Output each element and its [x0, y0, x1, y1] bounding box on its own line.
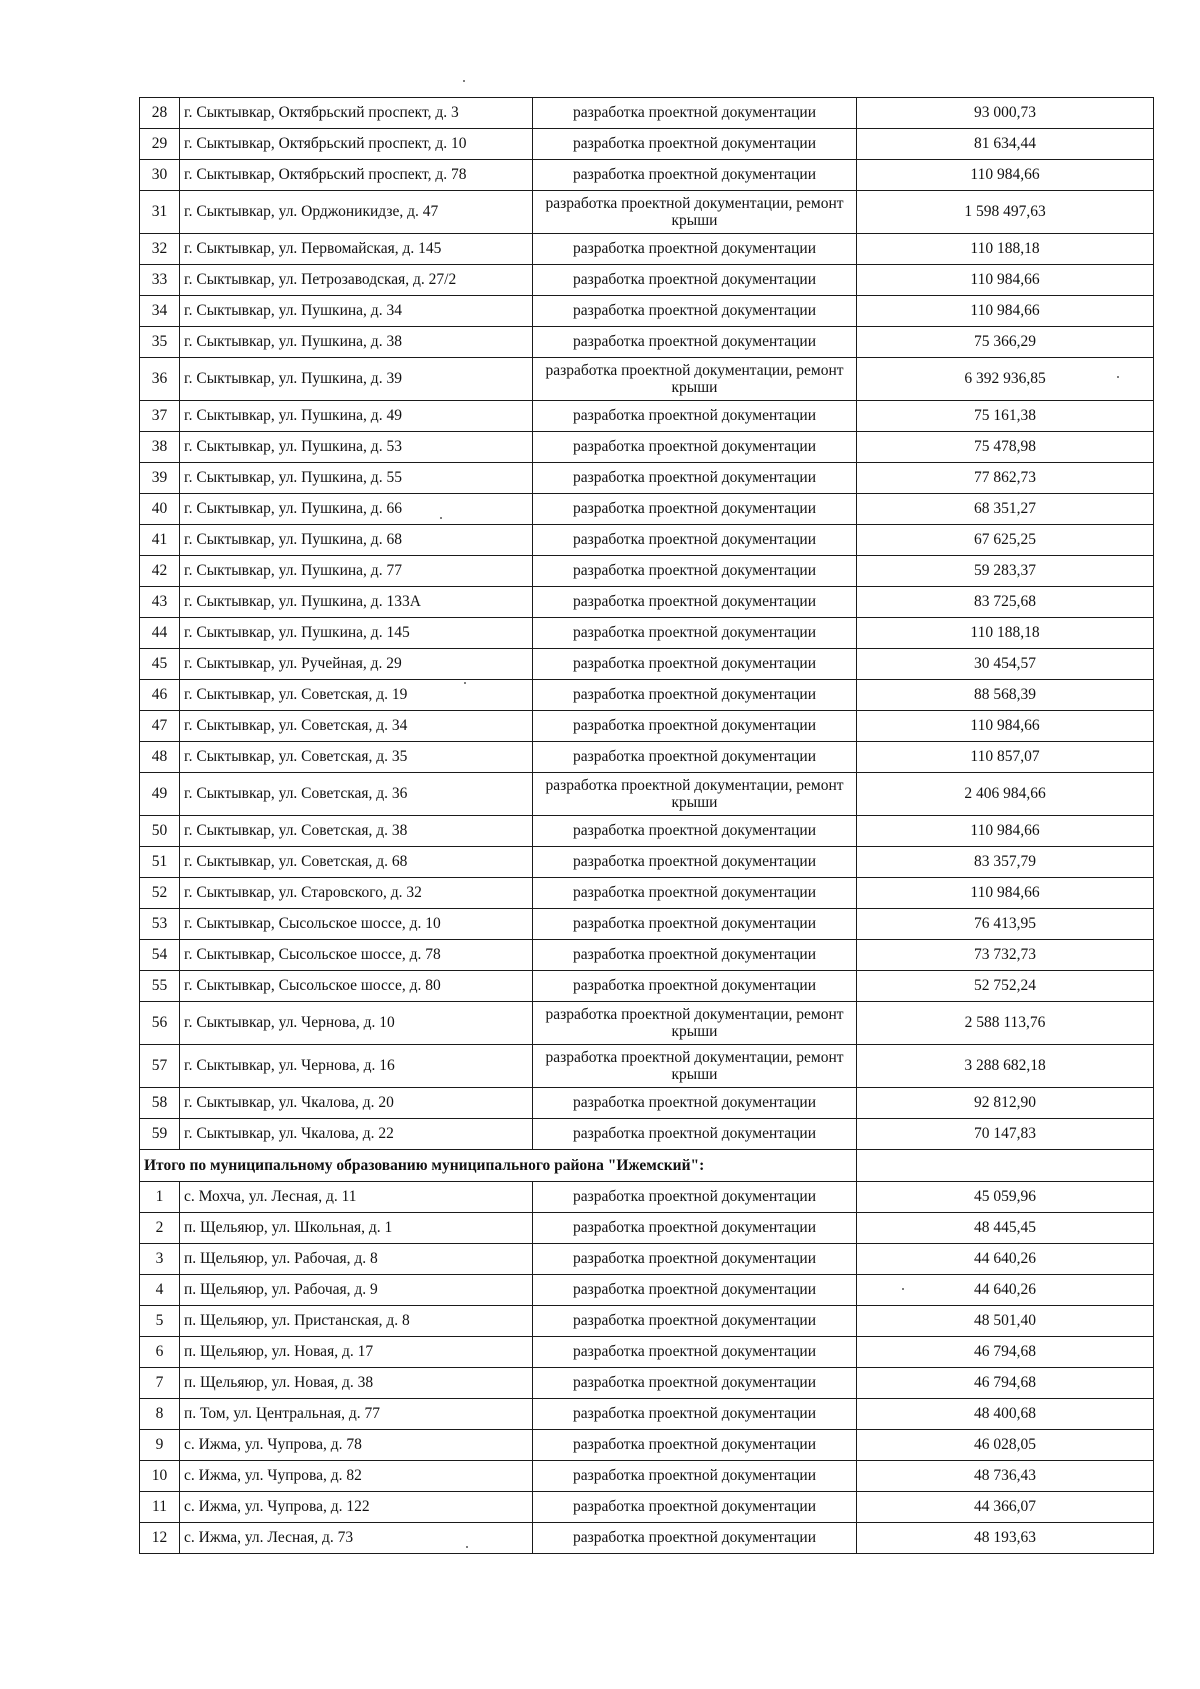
row-work-type: разработка проектной документации: [533, 494, 857, 525]
row-work-type: разработка проектной документации, ремонт крыши: [533, 358, 857, 401]
row-number: 41: [140, 525, 180, 556]
row-address: г. Сыктывкар, ул. Чкалова, д. 22: [180, 1119, 533, 1150]
row-number: 12: [140, 1523, 180, 1554]
row-number: 29: [140, 129, 180, 160]
row-work-type: разработка проектной документации: [533, 1213, 857, 1244]
row-number: 36: [140, 358, 180, 401]
row-sum: 2 588 113,76: [857, 1002, 1154, 1045]
row-sum: 67 625,25: [857, 525, 1154, 556]
table-row: [140, 525, 1154, 556]
table-row: [140, 1275, 1154, 1306]
row-address: п. Щельяюр, ул. Новая, д. 17: [180, 1337, 533, 1368]
row-address: г. Сыктывкар, ул. Старовского, д. 32: [180, 878, 533, 909]
row-number: 54: [140, 940, 180, 971]
section-total: [140, 1150, 1154, 1182]
row-work-type: разработка проектной документации: [533, 401, 857, 432]
table-row: [140, 816, 1154, 847]
row-sum: 110 188,18: [857, 234, 1154, 265]
table-row: [140, 1399, 1154, 1430]
row-sum: 46 794,68: [857, 1337, 1154, 1368]
row-sum: 73 732,73: [857, 940, 1154, 971]
row-address: г. Сыктывкар, ул. Чернова, д. 10: [180, 1002, 533, 1045]
table-row: [140, 358, 1154, 401]
row-sum: 1 598 497,63: [857, 191, 1154, 234]
table-row: [140, 742, 1154, 773]
row-sum: 93 000,73: [857, 98, 1154, 129]
row-work-type: разработка проектной документации: [533, 327, 857, 358]
row-work-type: разработка проектной документации: [533, 1244, 857, 1275]
row-number: 34: [140, 296, 180, 327]
row-work-type: разработка проектной документации: [533, 1492, 857, 1523]
row-sum: 110 984,66: [857, 816, 1154, 847]
row-sum: 75 366,29: [857, 327, 1154, 358]
row-number: 9: [140, 1430, 180, 1461]
row-work-type: разработка проектной документации: [533, 160, 857, 191]
row-address: г. Сыктывкар, Сысольское шоссе, д. 10: [180, 909, 533, 940]
row-address: г. Сыктывкар, ул. Советская, д. 68: [180, 847, 533, 878]
row-work-type: разработка проектной документации: [533, 1306, 857, 1337]
row-number: 11: [140, 1492, 180, 1523]
row-address: г. Сыктывкар, Сысольское шоссе, д. 80: [180, 971, 533, 1002]
row-sum: 110 857,07: [857, 742, 1154, 773]
row-address: г. Сыктывкар, ул. Пушкина, д. 34: [180, 296, 533, 327]
row-number: 47: [140, 711, 180, 742]
row-number: 49: [140, 773, 180, 816]
row-work-type: разработка проектной документации: [533, 265, 857, 296]
row-work-type: разработка проектной документации: [533, 742, 857, 773]
row-sum: 45 059,96: [857, 1182, 1154, 1213]
row-work-type: разработка проектной документации: [533, 1275, 857, 1306]
table-row: [140, 1492, 1154, 1523]
row-work-type: разработка проектной документации, ремонт крыши: [533, 191, 857, 234]
row-number: 4: [140, 1275, 180, 1306]
row-sum: 48 445,45: [857, 1213, 1154, 1244]
scan-speck: [463, 80, 465, 82]
row-sum: 110 188,18: [857, 618, 1154, 649]
row-work-type: разработка проектной документации: [533, 1399, 857, 1430]
table-row: [140, 1088, 1154, 1119]
row-address: с. Ижма, ул. Чупрова, д. 82: [180, 1461, 533, 1492]
total-row: [140, 1150, 1154, 1182]
row-sum: 81 634,44: [857, 129, 1154, 160]
row-work-type: разработка проектной документации: [533, 649, 857, 680]
row-number: 7: [140, 1368, 180, 1399]
row-work-type: разработка проектной документации: [533, 1430, 857, 1461]
row-sum: 110 984,66: [857, 265, 1154, 296]
repair-works-table: [139, 97, 1154, 1554]
row-work-type: разработка проектной документации: [533, 1088, 857, 1119]
row-work-type: разработка проектной документации: [533, 129, 857, 160]
row-sum: 92 812,90: [857, 1088, 1154, 1119]
row-number: 3: [140, 1244, 180, 1275]
table-row: [140, 680, 1154, 711]
row-number: 30: [140, 160, 180, 191]
row-address: с. Ижма, ул. Чупрова, д. 122: [180, 1492, 533, 1523]
row-sum: 44 640,26: [857, 1275, 1154, 1306]
row-number: 31: [140, 191, 180, 234]
row-address: г. Сыктывкар, ул. Пушкина, д. 53: [180, 432, 533, 463]
row-work-type: разработка проектной документации, ремонт крыши: [533, 1002, 857, 1045]
row-work-type: разработка проектной документации: [533, 711, 857, 742]
row-address: г. Сыктывкар, Октябрьский проспект, д. 10: [180, 129, 533, 160]
row-number: 40: [140, 494, 180, 525]
row-number: 33: [140, 265, 180, 296]
row-sum: 44 366,07: [857, 1492, 1154, 1523]
table-row: [140, 463, 1154, 494]
row-number: 8: [140, 1399, 180, 1430]
table-row: [140, 432, 1154, 463]
row-address: с. Мохча, ул. Лесная, д. 11: [180, 1182, 533, 1213]
row-address: п. Щельяюр, ул. Рабочая, д. 8: [180, 1244, 533, 1275]
row-address: г. Сыктывкар, Сысольское шоссе, д. 78: [180, 940, 533, 971]
row-address: г. Сыктывкар, Октябрьский проспект, д. 3: [180, 98, 533, 129]
row-address: г. Сыктывкар, ул. Пушкина, д. 145: [180, 618, 533, 649]
row-address: г. Сыктывкар, ул. Пушкина, д. 77: [180, 556, 533, 587]
row-number: 58: [140, 1088, 180, 1119]
table-row: [140, 1244, 1154, 1275]
table-row: [140, 494, 1154, 525]
row-address: г. Сыктывкар, ул. Петрозаводская, д. 27/2: [180, 265, 533, 296]
table-row: [140, 909, 1154, 940]
row-work-type: разработка проектной документации: [533, 878, 857, 909]
row-number: 2: [140, 1213, 180, 1244]
row-address: г. Сыктывкар, ул. Ручейная, д. 29: [180, 649, 533, 680]
row-number: 5: [140, 1306, 180, 1337]
table-row: [140, 1306, 1154, 1337]
table-row: [140, 1368, 1154, 1399]
row-address: п. Щельяюр, ул. Новая, д. 38: [180, 1368, 533, 1399]
row-sum: 68 351,27: [857, 494, 1154, 525]
row-sum: 75 161,38: [857, 401, 1154, 432]
row-number: 39: [140, 463, 180, 494]
row-number: 48: [140, 742, 180, 773]
table-row: [140, 327, 1154, 358]
table-row: [140, 618, 1154, 649]
row-address: г. Сыктывкар, ул. Советская, д. 34: [180, 711, 533, 742]
table-row: [140, 1182, 1154, 1213]
table-row: [140, 1430, 1154, 1461]
row-sum: 3 288 682,18: [857, 1045, 1154, 1088]
row-address: г. Сыктывкар, ул. Орджоникидзе, д. 47: [180, 191, 533, 234]
table-row: [140, 940, 1154, 971]
row-number: 32: [140, 234, 180, 265]
row-sum: 110 984,66: [857, 711, 1154, 742]
row-work-type: разработка проектной документации: [533, 1119, 857, 1150]
row-sum: 110 984,66: [857, 878, 1154, 909]
row-work-type: разработка проектной документации: [533, 1182, 857, 1213]
row-number: 6: [140, 1337, 180, 1368]
row-sum: 83 357,79: [857, 847, 1154, 878]
row-work-type: разработка проектной документации: [533, 525, 857, 556]
total-sum: [857, 1150, 1154, 1182]
row-address: г. Сыктывкар, ул. Пушкина, д. 133А: [180, 587, 533, 618]
row-work-type: разработка проектной документации: [533, 816, 857, 847]
row-address: п. Щельяюр, ул. Рабочая, д. 9: [180, 1275, 533, 1306]
table-row: [140, 878, 1154, 909]
row-work-type: разработка проектной документации: [533, 680, 857, 711]
row-sum: 30 454,57: [857, 649, 1154, 680]
table-row: [140, 129, 1154, 160]
row-work-type: разработка проектной документации: [533, 234, 857, 265]
row-work-type: разработка проектной документации, ремонт крыши: [533, 773, 857, 816]
row-address: г. Сыктывкар, ул. Первомайская, д. 145: [180, 234, 533, 265]
row-address: г. Сыктывкар, ул. Пушкина, д. 55: [180, 463, 533, 494]
section-izhemsky-rows: [140, 1182, 1154, 1554]
total-label: Итого по муниципальному образованию муниципального района "Ижемский":: [140, 1150, 857, 1182]
row-work-type: разработка проектной документации: [533, 556, 857, 587]
row-work-type: разработка проектной документации: [533, 296, 857, 327]
row-work-type: разработка проектной документации, ремонт крыши: [533, 1045, 857, 1088]
row-address: г. Сыктывкар, ул. Чкалова, д. 20: [180, 1088, 533, 1119]
row-address: г. Сыктывкар, ул. Пушкина, д. 49: [180, 401, 533, 432]
row-sum: 52 752,24: [857, 971, 1154, 1002]
row-work-type: разработка проектной документации: [533, 618, 857, 649]
table-row: [140, 1002, 1154, 1045]
row-number: 56: [140, 1002, 180, 1045]
row-sum: 48 736,43: [857, 1461, 1154, 1492]
row-work-type: разработка проектной документации: [533, 463, 857, 494]
row-number: 37: [140, 401, 180, 432]
row-work-type: разработка проектной документации: [533, 432, 857, 463]
table-row: [140, 296, 1154, 327]
table-row: [140, 847, 1154, 878]
row-address: г. Сыктывкар, ул. Советская, д. 19: [180, 680, 533, 711]
row-number: 1: [140, 1182, 180, 1213]
row-sum: 110 984,66: [857, 296, 1154, 327]
table-row: [140, 401, 1154, 432]
row-address: г. Сыктывкар, ул. Советская, д. 38: [180, 816, 533, 847]
row-address: г. Сыктывкар, ул. Пушкина, д. 38: [180, 327, 533, 358]
row-sum: 2 406 984,66: [857, 773, 1154, 816]
table-row: [140, 1461, 1154, 1492]
table-row: [140, 160, 1154, 191]
table-row: [140, 234, 1154, 265]
row-address: г. Сыктывкар, ул. Пушкина, д. 66: [180, 494, 533, 525]
row-address: п. Щельяюр, ул. Школьная, д. 1: [180, 1213, 533, 1244]
row-address: п. Том, ул. Центральная, д. 77: [180, 1399, 533, 1430]
table-row: [140, 971, 1154, 1002]
row-number: 42: [140, 556, 180, 587]
row-number: 44: [140, 618, 180, 649]
row-address: г. Сыктывкар, ул. Советская, д. 36: [180, 773, 533, 816]
row-work-type: разработка проектной документации: [533, 940, 857, 971]
row-number: 10: [140, 1461, 180, 1492]
row-number: 51: [140, 847, 180, 878]
row-sum: 76 413,95: [857, 909, 1154, 940]
row-work-type: разработка проектной документации: [533, 847, 857, 878]
row-work-type: разработка проектной документации: [533, 1368, 857, 1399]
row-number: 59: [140, 1119, 180, 1150]
row-number: 43: [140, 587, 180, 618]
table-row: [140, 587, 1154, 618]
table-row: [140, 1337, 1154, 1368]
row-number: 55: [140, 971, 180, 1002]
row-address: г. Сыктывкар, ул. Пушкина, д. 68: [180, 525, 533, 556]
row-sum: 110 984,66: [857, 160, 1154, 191]
row-work-type: разработка проектной документации: [533, 1523, 857, 1554]
row-address: п. Щельяюр, ул. Пристанская, д. 8: [180, 1306, 533, 1337]
row-work-type: разработка проектной документации: [533, 971, 857, 1002]
row-number: 52: [140, 878, 180, 909]
row-work-type: разработка проектной документации: [533, 1461, 857, 1492]
row-sum: 70 147,83: [857, 1119, 1154, 1150]
row-address: г. Сыктывкар, ул. Пушкина, д. 39: [180, 358, 533, 401]
row-work-type: разработка проектной документации: [533, 909, 857, 940]
row-sum: 88 568,39: [857, 680, 1154, 711]
table-row: [140, 1045, 1154, 1088]
row-sum: 75 478,98: [857, 432, 1154, 463]
table-row: [140, 1523, 1154, 1554]
row-sum: 6 392 936,85: [857, 358, 1154, 401]
row-number: 45: [140, 649, 180, 680]
row-number: 57: [140, 1045, 180, 1088]
row-number: 35: [140, 327, 180, 358]
row-number: 46: [140, 680, 180, 711]
table-row: [140, 649, 1154, 680]
row-sum: 44 640,26: [857, 1244, 1154, 1275]
row-address: г. Сыктывкар, ул. Чернова, д. 16: [180, 1045, 533, 1088]
row-sum: 48 501,40: [857, 1306, 1154, 1337]
row-sum: 48 400,68: [857, 1399, 1154, 1430]
table-row: [140, 711, 1154, 742]
row-address: г. Сыктывкар, Октябрьский проспект, д. 78: [180, 160, 533, 191]
row-number: 50: [140, 816, 180, 847]
table-row: [140, 191, 1154, 234]
row-sum: 83 725,68: [857, 587, 1154, 618]
row-address: с. Ижма, ул. Лесная, д. 73: [180, 1523, 533, 1554]
table-row: [140, 556, 1154, 587]
table-row: [140, 265, 1154, 296]
table-row: [140, 98, 1154, 129]
row-work-type: разработка проектной документации: [533, 587, 857, 618]
row-number: 38: [140, 432, 180, 463]
row-sum: 59 283,37: [857, 556, 1154, 587]
row-work-type: разработка проектной документации: [533, 98, 857, 129]
row-sum: 48 193,63: [857, 1523, 1154, 1554]
row-sum: 46 028,05: [857, 1430, 1154, 1461]
table-row: [140, 773, 1154, 816]
row-number: 53: [140, 909, 180, 940]
row-sum: 77 862,73: [857, 463, 1154, 494]
table-row: [140, 1213, 1154, 1244]
section-syktyvkar-rows: [140, 98, 1154, 1150]
row-address: г. Сыктывкар, ул. Советская, д. 35: [180, 742, 533, 773]
row-sum: 46 794,68: [857, 1368, 1154, 1399]
row-work-type: разработка проектной документации: [533, 1337, 857, 1368]
row-address: с. Ижма, ул. Чупрова, д. 78: [180, 1430, 533, 1461]
table-row: [140, 1119, 1154, 1150]
row-number: 28: [140, 98, 180, 129]
